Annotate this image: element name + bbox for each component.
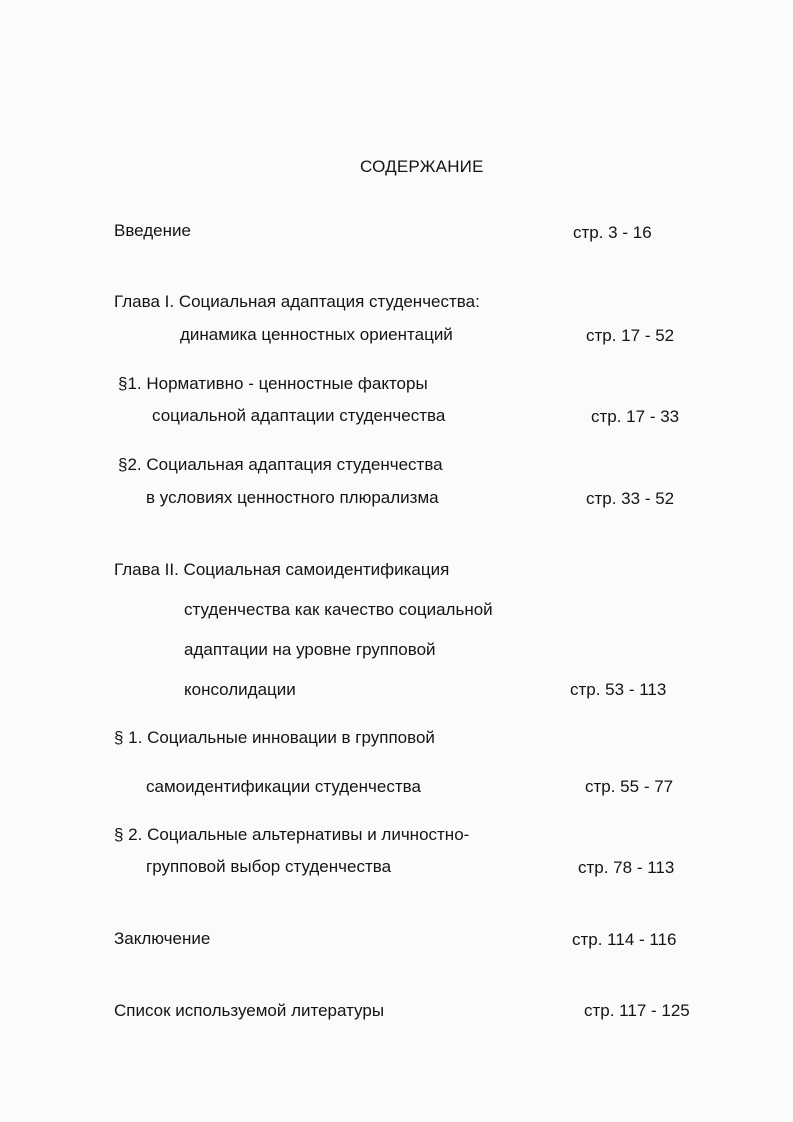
toc-entry-section-1-2-pages: стр. 33 - 52 [586,489,675,508]
toc-entry-section-1-1-pages: стр. 17 - 33 [591,407,680,426]
toc-entry-section-2-1-line-2: самоидентификации студенчества [146,777,421,796]
toc-entry-references-pages: стр. 117 - 125 [584,1001,690,1020]
toc-entry-section-2-2-line-2: групповой выбор студенчества [146,857,392,876]
toc-entry-references-title: Список используемой литературы [114,1001,385,1020]
toc-entry-chapter-2-line-4: консолидации [184,680,296,699]
toc-entry-chapter-1-pages: стр. 17 - 52 [586,326,675,345]
toc-entry-section-1-1-line-1: §1. Нормативно - ценностные факторы [118,374,428,393]
toc-entry-chapter-1-line-1: Глава I. Социальная адаптация студенчества: [114,292,480,311]
toc-entry-conclusion-title: Заключение [114,929,211,948]
toc-entry-chapter-2-line-3: адаптации на уровне групповой [184,640,436,659]
toc-entry-section-2-1-pages: стр. 55 - 77 [585,777,674,796]
toc-entry-introduction-pages: стр. 3 - 16 [573,223,652,242]
toc-entry-conclusion-pages: стр. 114 - 116 [572,930,677,949]
toc-entry-chapter-2-line-2: студенчества как качество социальной [184,600,493,619]
toc-entry-section-1-2-line-1: §2. Социальная адаптация студенчества [118,455,443,474]
toc-entry-introduction-title: Введение [114,221,191,240]
toc-entry-section-1-2-line-2: в условиях ценностного плюрализма [146,488,439,507]
toc-entry-section-2-1-line-1: § 1. Социальные инновации в групповой [114,728,435,747]
page-title: СОДЕРЖАНИЕ [360,157,484,176]
toc-entry-section-2-2-pages: стр. 78 - 113 [578,858,675,877]
toc-entry-chapter-2-line-1: Глава II. Социальная самоидентификация [114,560,450,579]
toc-entry-chapter-1-line-2: динамика ценностных ориентаций [180,325,453,344]
toc-entry-chapter-2-pages: стр. 53 - 113 [570,680,667,699]
toc-entry-section-2-2-line-1: § 2. Социальные альтернативы и личностно- [114,825,470,844]
toc-entry-section-1-1-line-2: социальной адаптации студенчества [152,406,446,425]
